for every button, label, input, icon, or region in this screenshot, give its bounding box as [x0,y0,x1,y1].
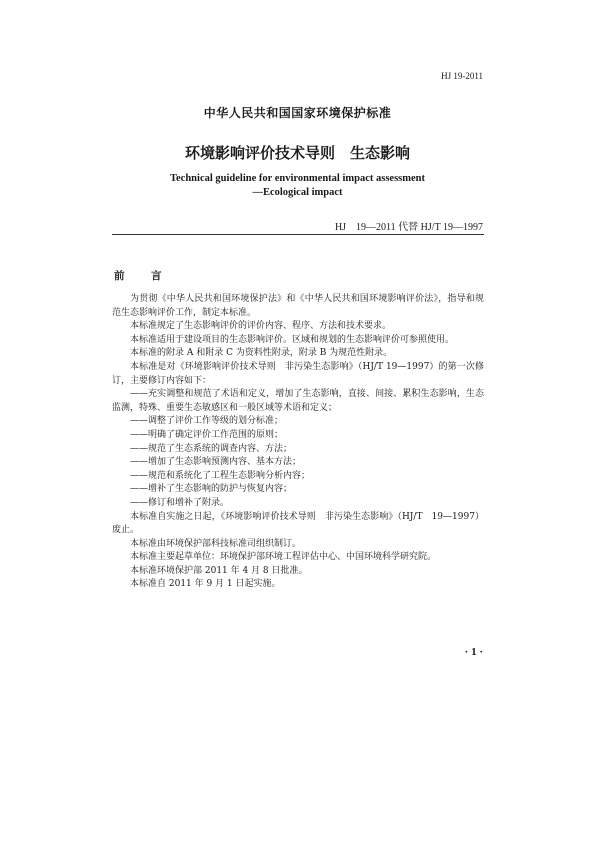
paragraph: 本标准是对《环境影响评价技术导则 非污染生态影响》（HJ/T 19—1997）的第一次修订，主要修订内容如下： [112,361,484,386]
paragraph: 本标准适用于建设项目的生态影响评价。区域和规划的生态影响评价可参照使用。 [130,334,455,345]
revision-item: ——规范了生态系统的调查内容、方法； [130,443,293,454]
header-divider [112,234,484,235]
revision-item: ——增加了生态影响预测内容、基本方法； [130,457,302,468]
standard-number: HJ 19—2011 代替 HJ/T 19—1997 [334,222,483,233]
paragraph: 为贯彻《中华人民共和国环境保护法》和《中华人民共和国环境影响评价法》，指导和规范生态影响评价工作，制定本标准。 [112,294,484,318]
paragraph: 本标准的附录 A 和附录 C 为资料性附录，附录 B 为规范性附录。 [130,348,393,359]
revision-item: ——规范和系统化了工程生态影响分析内容； [130,470,311,481]
foreword-body [112,293,484,592]
document-title-cn: 环境影响评价技术导则 生态影响 [184,144,410,162]
page-number: · 1 · [464,646,483,658]
paragraph: 本标准环境保护部 2011 年 4 月 8 日批准。 [130,565,308,576]
title-en-line1: Technical guideline for environmental impact assessment [169,173,425,184]
document-title-en [0,172,595,200]
document-code: HJ 19-2011 [441,71,483,81]
foreword-heading: 前 言 [114,270,170,282]
paragraph: 本标准由环境保护部科技标准司组织制订。 [130,538,302,549]
paragraph: 本标准自 2011 年 9 月 1 日起实施。 [130,579,281,590]
agency-title: 中华人民共和国国家环境保护标准 [203,106,392,120]
paragraph: 本标准主要起草单位：环境保护部环境工程评估中心、中国环境科学研究院。 [130,552,437,563]
revision-item: ——修订和增补了附录。 [130,497,230,508]
paragraph: 本标准规定了生态影响评价的评价内容、程序、方法和技术要求。 [130,321,392,332]
revision-item: ——调整了评价工作等级的划分标准； [130,416,284,427]
title-en-line2: —Ecological impact [252,187,343,198]
revision-item: ——明确了确定评价工作范围的原则； [130,429,284,440]
paragraph: 本标准自实施之日起，《环境影响评价技术导则 非污染生态影响》（HJ/T 19—1997）废止。 [112,511,484,536]
revision-item: ——充实调整和规范了术语和定义，增加了生态影响，直接、间接、累积生态影响，生态监测，特殊、重要生态敏感区和一般区域等术语和定义； [112,389,484,413]
revision-item: ——增补了生态影响的防护与恢复内容； [130,484,293,495]
